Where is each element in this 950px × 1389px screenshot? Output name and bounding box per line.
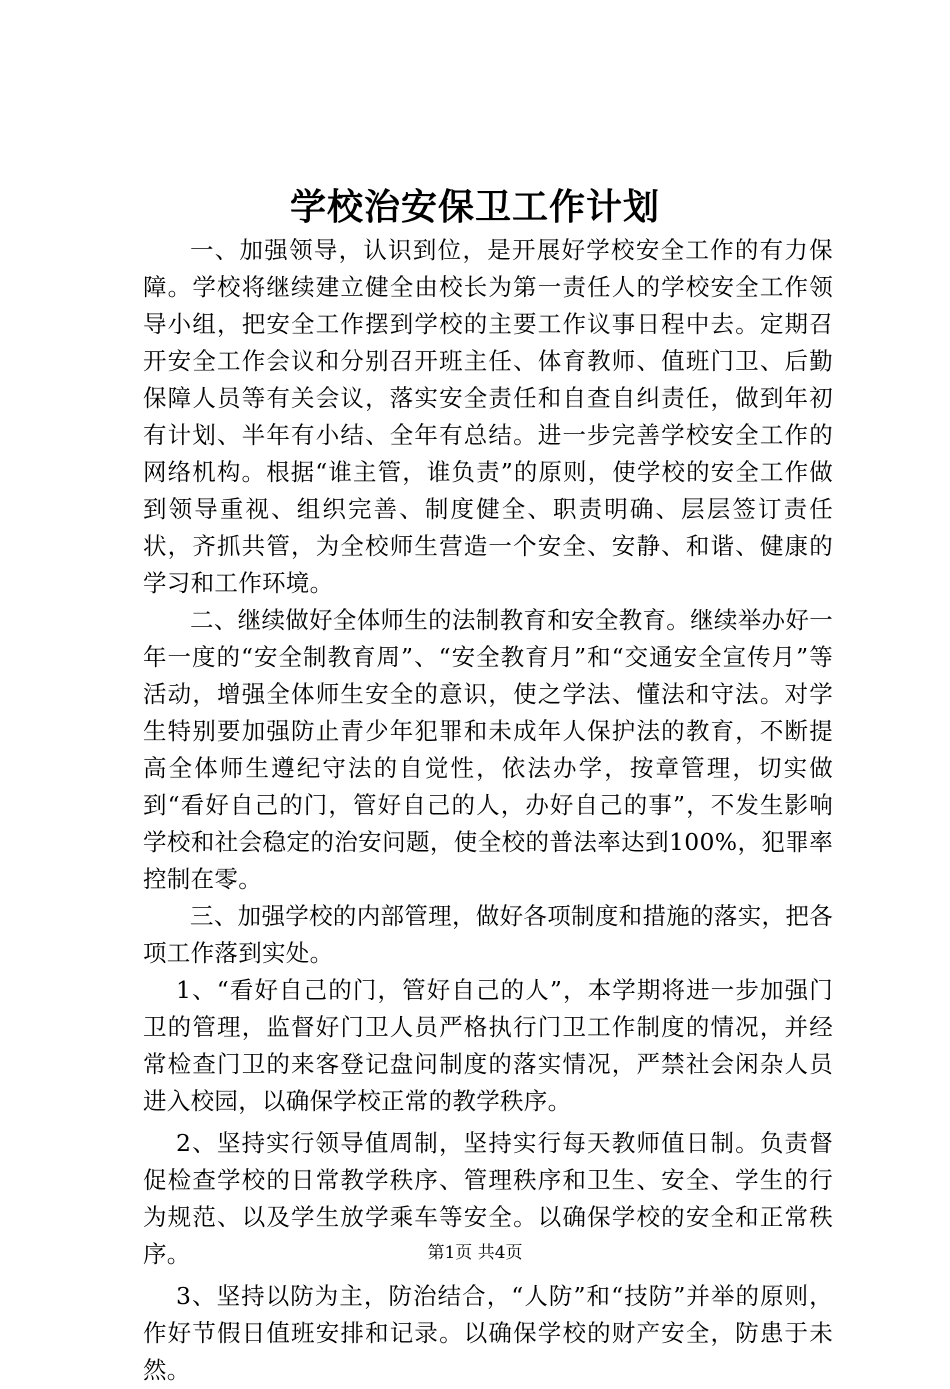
paragraph-prevention: 3、坚持以防为主，防治结合，“人防”和“技防”并举的原则，作好节假日值班安排和记录。以确保学校的财产安全，防患于未然。 [143,1282,833,1384]
document-body [143,232,833,1389]
paragraph-duty-system: 2、坚持实行领导值周制，坚持实行每天教师值日制。负责督促检查学校的日常教学秩序、管理秩序和卫生、安全、学生的行为规范、以及学生放学乘车等安全。以确保学校的安全和正常秩序。 [143,1129,833,1268]
document-title: 学校治安保卫工作计划 [289,186,660,228]
paragraph-internal-management: 三、加强学校的内部管理，做好各项制度和措施的落实，把各项工作落到实处。 [143,902,833,967]
page-number-footer: 第1页 共4页 [427,1243,523,1263]
paragraph-legal-education: 二、继续做好全体师生的法制教育和安全教育。继续举办好一年一度的“安全制教育周”、“安全教育月”和“交通安全宣传月”等活动，增强全体师生安全的意识，使之学法、懂法和守法。对学生特别要加强防止青少年犯罪和未成年人保护法的教育，不断提高全体师生遵纪守法的自觉性，依法办学，按章管理，切实做到“看好自己的门，管好自己的人，办好自己的事”，不发生影响学校和社会稳定的治安问题，使全校的普法率达到100%，犯罪率控制在零。 [143,606,833,893]
paragraph-leadership: 一、加强领导，认识到位，是开展好学校安全工作的有力保障。学校将继续建立健全由校长为第一责任人的学校安全工作领导小组，把安全工作摆到学校的主要工作议事日程中去。定期召开安全工作会议和分别召开班主任、体育教师、值班门卫、后勤保障人员等有关会议，落实安全责任和自查自纠责任，做到年初有计划、半年有小结、全年有总结。进一步完善学校安全工作的网络机构。根据“谁主管，谁负责”的原则，使学校的安全工作做到领导重视、组织完善、制度健全、职责明确、层层签订责任状，齐抓共管，为全校师生营造一个安全、安静、和谐、健康的学习和工作环境。 [143,236,833,597]
paragraph-gatekeeping: 1、“看好自己的门，管好自己的人”，本学期将进一步加强门卫的管理，监督好门卫人员严格执行门卫工作制度的情况，并经常检查门卫的来客登记盘问制度的落实情况，严禁社会闲杂人员进入校园，以确保学校正常的教学秩序。 [143,976,833,1115]
